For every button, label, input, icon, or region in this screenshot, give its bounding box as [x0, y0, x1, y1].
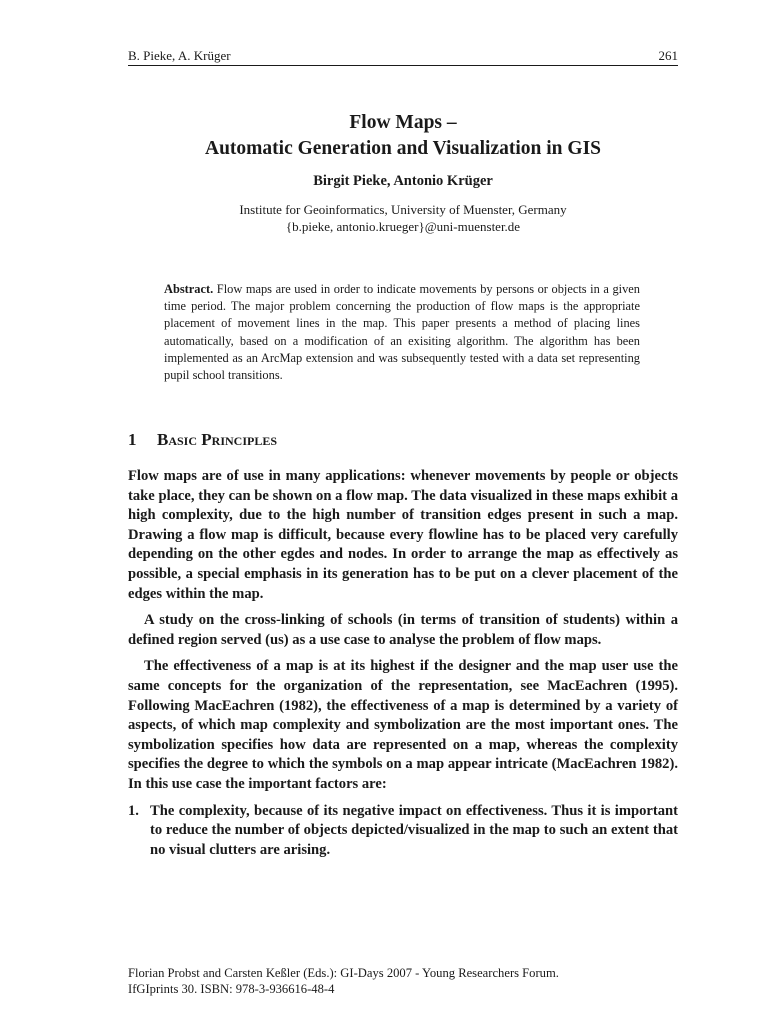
abstract-label: Abstract.	[164, 282, 214, 296]
title-line-1: Flow Maps –	[349, 112, 457, 133]
paper-title	[128, 110, 678, 162]
factor-list	[128, 802, 678, 861]
section-title: Basic Principles	[157, 430, 277, 449]
footer-proceedings: Florian Probst and Carsten Keßler (Eds.): GI-Days 2007 - Young Researchers Forum.	[128, 966, 559, 980]
running-header-authors: B. Pieke, A. Krüger	[128, 48, 231, 63]
author-emails: {b.pieke, antonio.krueger}@uni-muenster.de	[285, 219, 521, 234]
footer	[128, 965, 688, 997]
list-item	[128, 802, 678, 861]
section-heading	[128, 429, 678, 451]
page-number: 261	[658, 48, 678, 63]
paragraph: The effectiveness of a map is at its highest if the designer and the map user use the same concepts for the organization of the representation, see MacEachren (1995). Following MacEachren (1982), the effectiveness of a map is determined by a variety of aspects, of which map complexity and symbolization are the most important ones. The symbolization specifies how data are represented on a map, whereas the complexity specifies the degree to which the symbols on a map appear intricate (MacEachren 1982). In this use case the important factors are:	[128, 658, 678, 792]
paragraph: A study on the cross-linking of schools (in terms of transition of students) within a defined region served (us) as a use case to analyse the problem of flow maps.	[128, 612, 678, 648]
affiliation	[128, 201, 678, 235]
running-header	[128, 48, 678, 66]
list-marker: 1.	[128, 802, 139, 819]
paragraph: Flow maps are of use in many applications: whenever movements by people or objects take place, they can be shown on a flow map. The data visualized in these maps exhibit a high complexity, due to the high number of transition edges present in such a map. Drawing a flow map is difficult, because every flowline has to be placed very carefully depending on the other egdes and nodes. In order to arrange the map as effectively as possible, a special emphasis in its generation has to be put on a clever placement of the edges within the map.	[128, 468, 678, 602]
institute: Institute for Geoinformatics, University of Muenster, Germany	[239, 202, 567, 217]
title-line-2: Automatic Generation and Visualization in GIS	[205, 138, 601, 159]
footer-isbn: IfGIprints 30. ISBN: 978-3-936616-48-4	[128, 982, 335, 996]
abstract-text: Flow maps are used in order to indicate movements by persons or objects in a given time period. The major problem concerning the production of flow maps is the appropriate placement of movement lines in the map. This paper presents a method of placing lines automatically, based on a modification of an exisiting algorithm. The algorithm has been implemented as an ArcMap extension and was subsequently tested with a data set representing pupil school transitions.	[164, 282, 640, 383]
abstract	[164, 281, 640, 384]
list-item-text: The complexity, because of its negative impact on effectiveness. Thus it is important to reduce the number of objects depicted/visualized in the map to such an extent that no visual clutters are arising.	[150, 802, 678, 858]
section-number: 1	[128, 430, 137, 449]
author-list: Birgit Pieke, Antonio Krüger	[313, 173, 493, 189]
body-text	[128, 467, 678, 860]
